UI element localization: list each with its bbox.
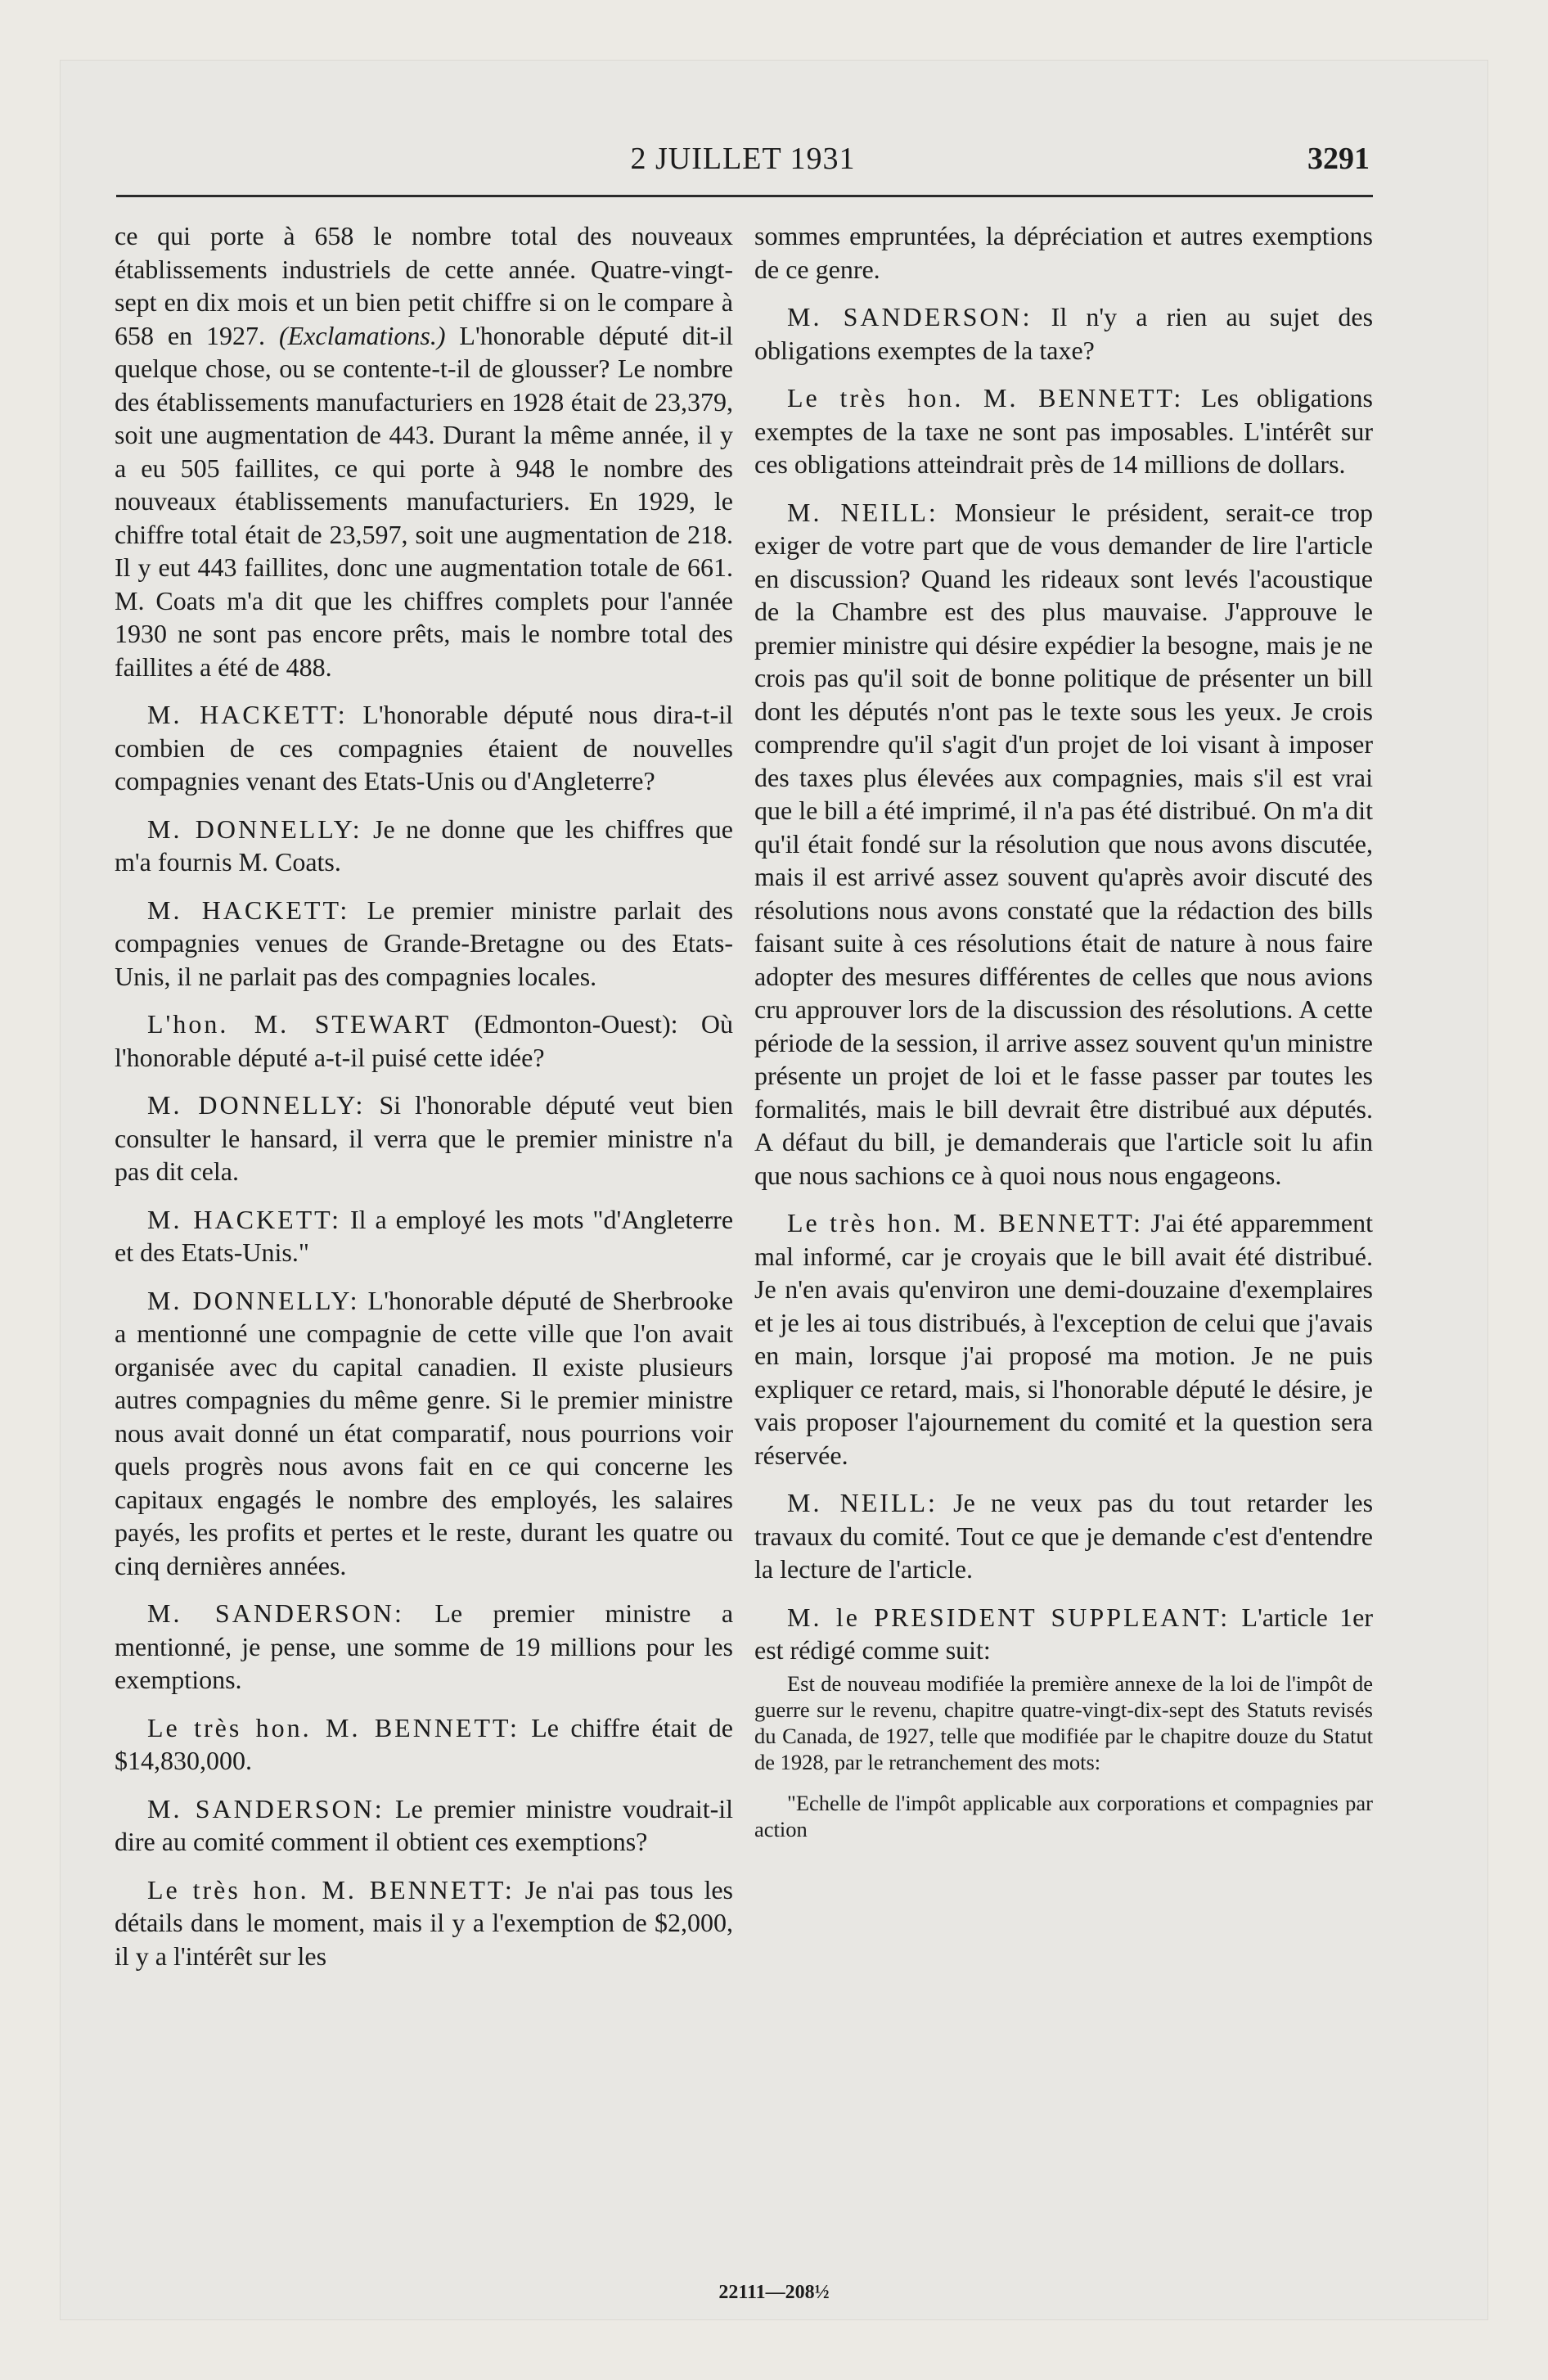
paragraph-text: Je ne donne que les chiffres que m'a fournis M. Coats. bbox=[115, 814, 734, 877]
paragraph bbox=[115, 1007, 733, 1074]
paragraph-text: Le premier ministre voudrait-il dire au comité comment il obtient ces exemptions? bbox=[115, 1793, 734, 1856]
paragraph-text: L'honorable député dit-il quelque chose, ou se contente-t-il de glousser? Le nombre des établissements manufacturiers en 1928 était de 23,379, soit une augmentation de 443. Durant la même année, il y a eu 505 faillites, ce qui porte à 948 le nombre des nouveaux établissements manufacturiers. En 1929, le chiffre total était de 23,597, soit une augmentation de 218. Il y eut 443 faillites, donc une augmentation totale de 661. M. Coats m'a dit que les chiffres complets pour l'année 1930 ne sont pas encore prêts, mais le nombre total des faillites a été de 488. bbox=[115, 320, 734, 682]
paragraph bbox=[754, 1206, 1373, 1472]
paragraph-text: Le premier ministre parlait des compagnies venues de Grande-Bretagne ou des Etats-Unis, il ne parlait pas des compagnies locales. bbox=[115, 895, 734, 991]
exclamation-note: (Exclamations.) bbox=[278, 320, 446, 350]
speaker-name: M. HACKETT: bbox=[147, 1204, 342, 1234]
quoted-text: Est de nouveau modifiée la première annexe de la loi de l'impôt de guerre sur le revenu, chapitre quatre-vingt-dix-sept des Statuts revisés du Canada, de 1927, telle que modifiée par le chapitre douze du Statut de 1928, par le retranchement des mots: bbox=[754, 1670, 1373, 1774]
paragraph-text: Les obligations exemptes de la taxe ne sont pas imposables. L'intérêt sur ces obligations atteindrait près de 14 millions de dollars. bbox=[754, 383, 1373, 479]
paragraph bbox=[754, 300, 1373, 367]
paragraph bbox=[115, 1711, 733, 1778]
right-column bbox=[754, 219, 1373, 1857]
paragraph-text: L'honorable député nous dira-t-il combien de ces compagnies étaient de nouvelles compagnies venant des Etats-Unis ou d'Angleterre? bbox=[115, 700, 734, 796]
speaker-name: M. NEILL: bbox=[787, 1488, 938, 1517]
paragraph-text: Je n'ai pas tous les détails dans le moment, mais il y a l'exemption de $2,000, il y a l'intérêt sur les bbox=[115, 1874, 734, 1971]
paragraph bbox=[754, 381, 1373, 481]
paragraph bbox=[754, 1601, 1373, 1667]
paragraph-text: Le premier ministre a mentionné, je pense, une somme de 19 millions pour les exemptions. bbox=[115, 1598, 734, 1694]
paragraph bbox=[115, 1873, 733, 1973]
paragraph bbox=[115, 1792, 733, 1859]
speaker-name: M. DONNELLY: bbox=[147, 1285, 360, 1315]
speaker-name: M. le PRESIDENT SUPPLEANT: bbox=[787, 1602, 1231, 1632]
paragraph-text: sommes empruntées, la dépréciation et autres exemptions de ce genre. bbox=[754, 221, 1373, 284]
speaker-name: Le très hon. M. BENNETT: bbox=[787, 383, 1184, 412]
paragraph-text: (Edmonton-Ouest): Où l'honorable député a-t-il puisé cette idée? bbox=[115, 1009, 734, 1072]
speaker-name: Le très hon. M. BENNETT: bbox=[147, 1874, 515, 1904]
speaker-name: M. SANDERSON: bbox=[147, 1793, 385, 1823]
paragraph-text: Il n'y a rien au sujet des obligations exemptes de la taxe? bbox=[754, 302, 1374, 365]
speaker-name: M. DONNELLY: bbox=[147, 1090, 366, 1120]
speaker-name: Le très hon. M. BENNETT: bbox=[787, 1208, 1144, 1237]
paragraph-text: Le chiffre était de $14,830,000. bbox=[115, 1712, 734, 1775]
paragraph-text: Monsieur le président, serait-ce trop exiger de votre part que de vous demander de lire l'article en discussion? Quand les rideaux sont levés l'acoustique de la Chambre est des plus mauvaise. J'approuve le premier ministre qui désire expédier la besogne, mais je ne crois pas qu'il soit de bonne politique de présenter un bill dont les députés n'ont pas le texte sous les yeux. Je crois comprendre qu'il s'agit d'un projet de loi visant à imposer des taxes plus élevées aux compagnies, mais s'il est vrai que le bill a été imprimé, il n'a pas été distribué. On m'a dit qu'il était fondé sur la résolution que nous avons discutée, mais il est arrivé assez souvent qu'après avoir discuté des résolutions nous avons constaté que la rédaction des bills faisant suite à ces résolutions était de nature à nous faire adopter des mesures différentes de celles que nous avions cru approuver lors de la discussion des résolutions. A cette période de la session, il arrive assez souvent qu'un ministre présente un projet de loi et le fasse passer par toutes les formalités, mais le bill devrait être distribué aux députés. A défaut du bill, je demanderais que l'article soit lu afin que nous sachions ce à quoi nous nous engageons. bbox=[754, 497, 1374, 1190]
paragraph-text: Si l'honorable député veut bien consulter le hansard, il verra que le premier ministre n'a pas dit cela. bbox=[115, 1090, 734, 1186]
speaker-name: M. HACKETT: bbox=[147, 700, 348, 729]
speaker-name: M. DONNELLY: bbox=[147, 814, 362, 844]
quoted-text: "Echelle de l'impôt applicable aux corporations et compagnies par action bbox=[754, 1790, 1373, 1841]
page-number: 3291 bbox=[1307, 142, 1370, 176]
paragraph bbox=[754, 496, 1373, 1192]
page-header bbox=[116, 141, 1370, 187]
paragraph-text: Il a employé les mots "d'Angleterre et des Etats-Unis." bbox=[115, 1204, 734, 1267]
paragraph bbox=[115, 698, 733, 798]
paragraph-text: ce qui porte à 658 le nombre total des nouveaux établissements industriels de cette année. Quatre-vingt-sept en dix mois et un bien petit chiffre si on le compare à 658 en 1927. bbox=[115, 221, 733, 350]
paragraph bbox=[115, 1089, 733, 1188]
paragraph bbox=[115, 894, 733, 994]
speaker-name: M. NEILL: bbox=[787, 497, 938, 527]
speaker-name: L'hon. M. STEWART bbox=[147, 1009, 452, 1039]
paragraph bbox=[115, 1284, 733, 1583]
paragraph bbox=[115, 219, 733, 683]
paragraph-text: L'honorable député de Sherbrooke a mentionné une compagnie de cette ville que l'on avait organisée avec du capital canadien. Il existe plusieurs autres compagnies du même genre. Si le premier ministre nous avait donné un état comparatif, nous pourrions voir quels progrès nous avons fait en ce qui concerne les capitaux engagés le nombre des employés, les salaires payés, les profits et pertes et le reste, durant les quatre ou cinq dernières années. bbox=[115, 1285, 734, 1580]
paragraph-text: Je ne veux pas du tout retarder les travaux du comité. Tout ce que je demande c'est d'entendre la lecture de l'article. bbox=[754, 1488, 1374, 1584]
paragraph-text: J'ai été apparemment mal informé, car je croyais que le bill avait été distribué. Je n'en avais qu'environ une demi-douzaine d'exemplaires et je les ai tous distribués, à l'exception de celui que j'avais en main, lorsque j'ai proposé ma motion. Je ne puis expliquer ce retard, mais, si l'honorable député le désire, je vais proposer l'ajournement du comité et la question sera réservée. bbox=[754, 1208, 1374, 1470]
paragraph-text: L'article 1er est rédigé comme suit: bbox=[754, 1602, 1374, 1665]
speaker-name: M. SANDERSON: bbox=[147, 1598, 404, 1628]
header-rule bbox=[116, 195, 1373, 197]
paragraph bbox=[115, 1203, 733, 1269]
header-date: 2 JUILLET 1931 bbox=[630, 142, 856, 176]
left-column bbox=[115, 219, 733, 1972]
speaker-name: M. SANDERSON: bbox=[787, 302, 1033, 331]
speaker-name: M. HACKETT: bbox=[147, 895, 350, 925]
paragraph bbox=[754, 219, 1373, 286]
speaker-name: Le très hon. M. BENNETT: bbox=[147, 1712, 520, 1742]
page-footer-code: 22111—208½ bbox=[718, 2282, 830, 2303]
paragraph bbox=[754, 1486, 1373, 1586]
paragraph bbox=[115, 1597, 733, 1697]
paragraph bbox=[115, 813, 733, 879]
